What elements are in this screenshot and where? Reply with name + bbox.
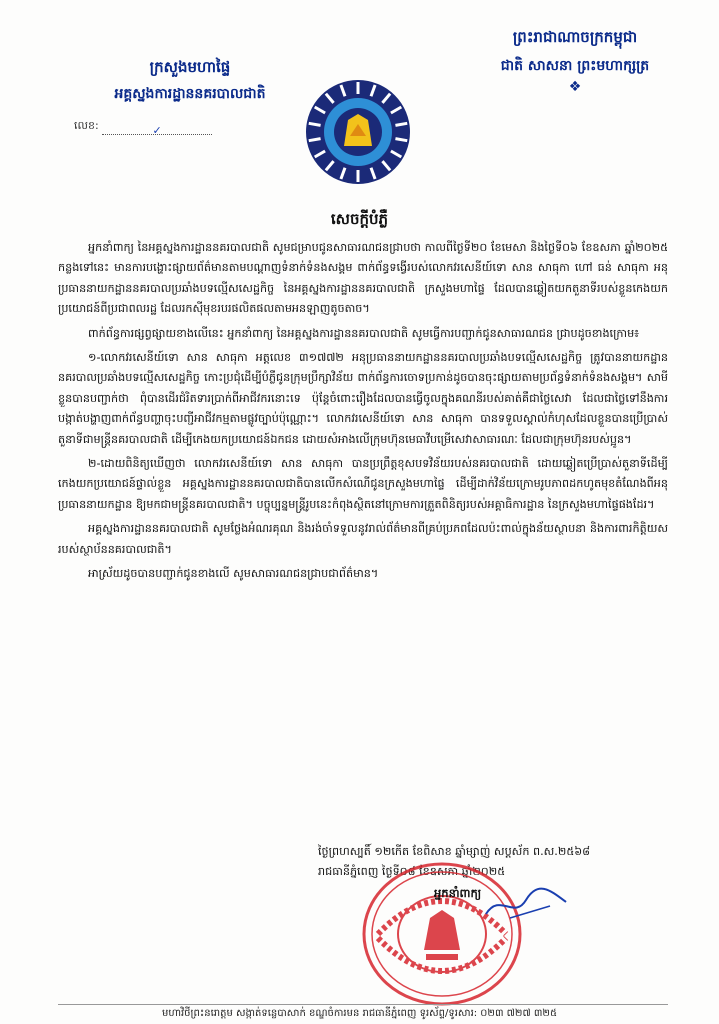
department-name: អគ្គស្នងការដ្ឋាននគរបាលជាតិ xyxy=(114,86,266,102)
paragraph-point-2: ២-ដោយពិនិត្យឃើញថា លោកវរសេនីយ៍ទោ សាន សាធុកា បានប្រព្រឹត្តខុសបទវិន័យរបស់នគរបាលជាតិ ដោយឆ្លៀតប្រើប្រាស់តួនាទីដើម្បីកេងយកប្រយោជន៍ផ្ទាល់ខ្លួន អគ្គស្នងការដ្ឋាននគរបាលជាតិបានលើកសំណើជូនក្រសួងមហាផ្ទៃ ដើម្បីដាក់វិន័យក្រោមរូបភាពដកហូតមុខតំណែងពីអនុប្រធាននាយកដ្ឋាន ឱ្យមកជាមន្ត្រីនគរបាលជាតិ។ បច្ចុប្បន្នមន្ត្រីរូបនេះកំពុងស្ថិតនៅក្រោមការត្រួតពិនិត្យរបស់អគ្គាធិការដ្ឋាន នៃក្រសួងមហាផ្ទៃផងដែរ។ xyxy=(58,457,668,511)
paragraph-point-1: ១-លោកវរសេនីយ៍ទោ សាន សាធុកា អត្តលេខ ៣១៧៧២ អនុប្រធាននាយកដ្ឋាននគរបាលប្រឆាំងបទល្មើសសេដ្ឋកិច្ច ត្រូវបាននាយកដ្ឋាននគរបាលប្រឆាំងបទល្មើសសេដ្ឋកិច្ច កោះប្រជុំដើម្បីបំភ្លឺជូនក្រុមប្រឹក្សាវិន័យ ពាក់ព័ន្ធការចោទប្រកាន់ដូចបានចុះផ្សាយតាមប្រព័ន្ធទំនាក់ទំនងសង្គម។ សាមីខ្លួនបានបញ្ជាក់ថា ពុំបានដើរជំរិតទារប្រាក់ពីអាជីវករនោះទេ ប៉ុន្តែចំពោះរឿងដែលបានធ្វើចូលក្នុងគណនីរបស់គាត់គឺជាថ្លៃសេវា ដែលជាថ្លៃទៅនឹងការបង្កាត់បង្ហាញពាក់ព័ន្ធបញ្ហាចុះបញ្ជីអាជីវកម្មតាមផ្លូវច្បាប់ប៉ុណ្ណោះ។ លោកវរសេនីយ៍ទោ សាន សាធុកា បានទទួលស្គាល់កំហុសដែលខ្លួនបានប្រើប្រាស់តួនាទីជាមន្ត្រីនគរបាលជាតិ ដើម្បីកេងយកប្រយោជន៍ឯកជន ដោយសំអាងលើក្រុមហ៊ុនមេធាវីបម្រើសេវាសាធារណៈ ដែលជាក្រុមហ៊ុនរបស់ប្អូន។ xyxy=(58,351,668,446)
kingdom-name: ព្រះរាជាណាចក្រកម្ពុជា xyxy=(512,28,638,46)
ministry-header xyxy=(60,58,320,135)
footer-divider xyxy=(58,1004,668,1005)
date-solar: រាជធានីភ្នំពេញ ថ្ងៃទី០៨ ខែឧសភា ឆ្នាំ២០២៥ xyxy=(318,865,506,878)
official-seal-stamp xyxy=(358,858,526,1008)
reference-label: លេខ: xyxy=(74,119,99,132)
national-police-logo xyxy=(304,78,412,186)
footer-address: មហាវិថីព្រះនរោត្តម សង្កាត់ទន្លេបាសាក់ ខណ្ឌចំការមន រាជធានីភ្នំពេញ ទូរស័ព្ទ/ទូរសារ: ០២៣ ៧២៧ ៣២៥ xyxy=(161,1008,558,1019)
paragraph-thanks: អគ្គស្នងការដ្ឋាននគរបាលជាតិ សូមថ្លែងអំណរគុណ និងរង់ចាំទទួលនូវរាល់ព័ត៌មានពីគ្រប់ប្រភពដែលប៉ះពាល់ក្នុងន័យស្ថាបនា និងការពារកិត្តិយសរបស់ស្ថាប័ននគរបាលជាតិ។ xyxy=(58,522,668,556)
paragraph-closing: អាស្រ័យដូចបានបញ្ជាក់ជូនខាងលើ សូមសាធារណជនជ្រាបជាព័ត៌មាន។ xyxy=(88,567,379,581)
national-motto: ជាតិ សាសនា ព្រះមហាក្សត្រ xyxy=(500,58,650,74)
reference-mark: ✓ xyxy=(102,124,212,135)
ministry-name: ក្រសួងមហាផ្ទៃ xyxy=(149,58,231,76)
date-lunar: ថ្ងៃព្រហស្បតិ៍ ១២កើត ខែពិសាខ ឆ្នាំម្សាញ់ សប្តស័ក ព.ស.២៥៦៨ xyxy=(318,845,591,858)
ornament-icon: ❖ xyxy=(568,79,582,95)
document-body xyxy=(58,238,668,589)
kingdom-header xyxy=(460,28,690,95)
reference-number xyxy=(60,119,320,135)
paragraph-intro: អ្នកនាំពាក្យ នៃអគ្គស្នងការដ្ឋាននគរបាលជាតិ សូមជម្រាបជូនសាធារណជនជ្រាបថា កាលពីថ្ងៃទី២០ ខែមេសា និងថ្ងៃទី០៦ ខែឧសភា ឆ្នាំ២០២៥ កន្លងទៅនេះ មានការបង្ហោះផ្សាយព័ត៌មានតាមបណ្តាញទំនាក់ទំនងសង្គម ពាក់ព័ន្ធទង្វើរបស់លោកវរសេនីយ៍ទោ សាន សាធុកា ហៅ ធន់ សាធុកា អនុប្រធាននាយកដ្ឋាននគរបាលប្រឆាំងបទល្មើសសេដ្ឋកិច្ច នៃអគ្គស្នងការដ្ឋាននគរបាលជាតិ ក្រសួងមហាផ្ទៃ ដែលបានឆ្លៀតយកតួនាទីរបស់ខ្លួនកេងយកប្រយោជន៍ពីប្រជាពលរដ្ឋ ដែលរកស៊ីមុខរបរផលិតផលតាមអនឡាញតូចតាច។ xyxy=(58,241,668,316)
document-title: សេចក្តីបំភ្លឺ xyxy=(330,210,389,228)
signature xyxy=(480,884,570,924)
paragraph-clarification: ពាក់ព័ន្ធការផ្សព្វផ្សាយខាងលើនេះ អ្នកនាំពាក្យ នៃអគ្គស្នងការដ្ឋាននគរបាលជាតិ សូមធ្វើការបញ្ជាក់ជូនសាធារណជន ជ្រាបដូចខាងក្រោម៖ xyxy=(88,326,640,340)
signer-title: អ្នកនាំពាក្យ xyxy=(434,886,482,900)
